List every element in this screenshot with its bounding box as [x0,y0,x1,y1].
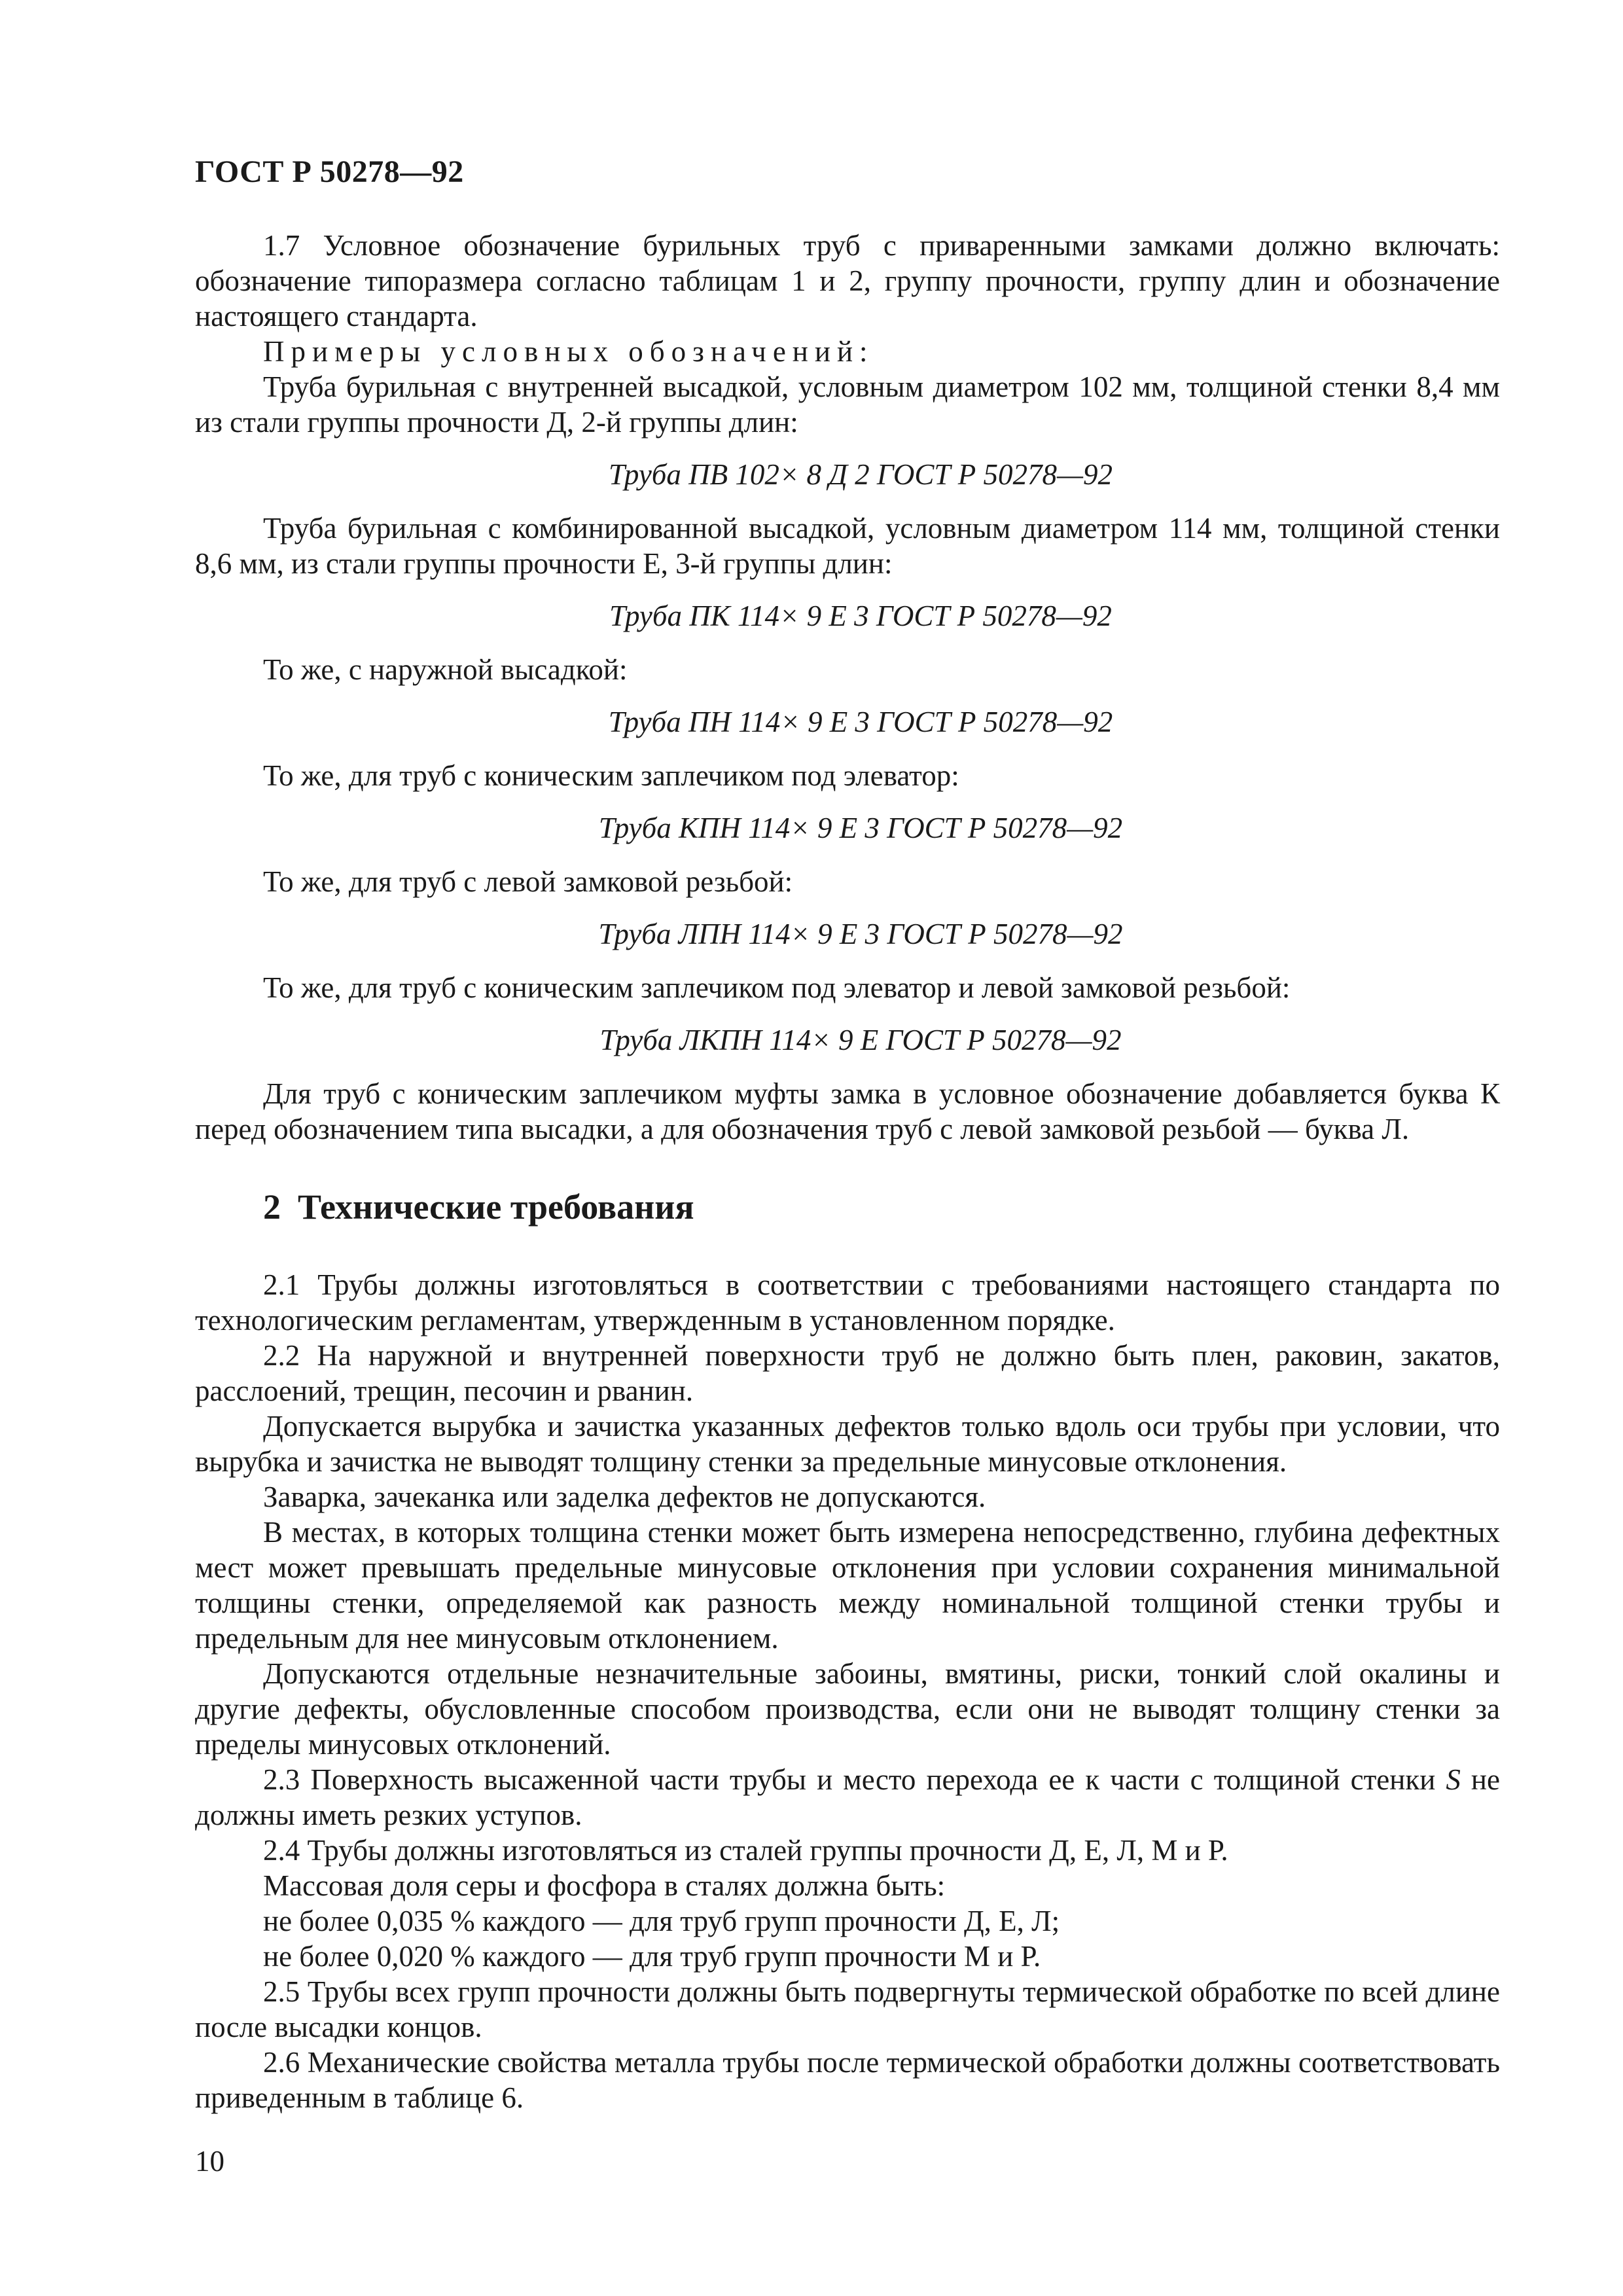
document-header-id: ГОСТ Р 50278—92 [195,154,464,189]
example-designation-2: Труба ПК 114× 9 Е 3 ГОСТ Р 50278—92 [609,600,1112,632]
example-description-3: То же, с наружной высадкой: [263,653,628,686]
paragraph-2-1: 2.1 Трубы должны изготовляться в соответствии с требованиями настоящего стандарта по технологическим регламентам, утвержденным в установленном порядке. [195,1268,1500,1336]
paragraph-2-5: 2.5 Трубы всех групп прочности должны быть подвергнуты термической обработке по всей длине после высадки концов. [195,1975,1500,2043]
example-designation-6: Труба ЛКПН 114× 9 Е ГОСТ Р 50278—92 [599,1024,1122,1056]
example-description-6: То же, для труб с коническим заплечиком под элеватор и левой замковой резьбой: [263,971,1291,1004]
paragraph-2-3 [195,1762,1500,1833]
paragraph-2-4-sulfur: Массовая доля серы и фосфора в сталях должна быть: [263,1869,946,1902]
example-designation-1: Труба ПВ 102× 8 Д 2 ГОСТ Р 50278—92 [609,458,1113,491]
example-designation-5: Труба ЛПН 114× 9 Е 3 ГОСТ Р 50278—92 [598,918,1123,950]
designation-note: Для труб с коническим заплечиком муфты замка в условное обозначение добавляется буква К перед обозначением типа высадки, а для обозначения труб с левой замковой резьбой — буква Л. [195,1077,1500,1145]
paragraph-2-2: 2.2 На наружной и внутренней поверхности труб не должно быть плен, раковин, закатов, расслоений, трещин, песочин и рванин. [195,1339,1500,1407]
document-body [195,228,1500,2115]
paragraph-2-3-text-a: 2.3 Поверхность высаженной части трубы и место перехода ее к части с толщиной стенки [263,1763,1446,1796]
section-2-heading [195,1187,1500,1227]
wall-thickness-symbol: S [1446,1763,1461,1796]
paragraph-2-4-limit-2: не более 0,020 % каждого — для труб групп прочности М и Р. [263,1940,1041,1973]
paragraph-2-4: 2.4 Трубы должны изготовляться из сталей группы прочности Д, Е, Л, М и Р. [263,1834,1228,1867]
paragraph-2-2-minor-defects: Допускаются отдельные незначительные забоины, вмятины, риски, тонкий слой окалины и другие дефекты, обусловленные способом производства, если они не выводят толщину стенки за пределы минусовых отклонений. [195,1657,1500,1761]
examples-heading: Примеры условных обозначений: [263,335,874,368]
example-description-1: Труба бурильная с внутренней высадкой, условным диаметром 102 мм, толщиной стенки 8,4 мм из стали группы прочности Д, 2-й группы длин: [195,370,1500,439]
paragraph-2-2-cleaning: Допускается вырубка и зачистка указанных дефектов только вдоль оси трубы при условии, что вырубка и зачистка не выводят толщину стенки за предельные минусовые отклонения. [195,1410,1500,1478]
section-2-number: 2 [263,1187,281,1227]
example-description-4: То же, для труб с коническим заплечиком под элеватор: [263,759,959,792]
example-description-2: Труба бурильная с комбинированной высадкой, условным диаметром 114 мм, толщиной стенки 8,6 мм, из стали группы прочности Е, 3-й группы длин: [195,512,1500,580]
example-description-5: То же, для труб с левой замковой резьбой: [263,865,793,898]
paragraph-2-4-limit-1: не более 0,035 % каждого — для труб групп прочности Д, Е, Л; [263,1905,1060,1937]
paragraph-2-6: 2.6 Механические свойства металла трубы после термической обработки должны соответствовать приведенным в таблице 6. [195,2046,1500,2114]
example-designation-4: Труба КПН 114× 9 Е 3 ГОСТ Р 50278—92 [598,812,1123,844]
paragraph-2-3-text-b: не должны иметь резких уступов. [195,1763,1500,1831]
paragraph-1-7: 1.7 Условное обозначение бурильных труб с приваренными замками должно включать: обозначение типоразмера согласно таблицам 1 и 2, группу прочности, группу длин и обозначение настоящего стандарта. [195,229,1500,332]
page-number: 10 [195,2145,224,2178]
example-designation-3: Труба ПН 114× 9 Е 3 ГОСТ Р 50278—92 [608,706,1113,738]
section-2-title: Технические требования [298,1187,694,1227]
paragraph-2-2-welding: Заварка, зачеканка или заделка дефектов не допускаются. [263,1480,986,1513]
paragraph-2-2-depth: В местах, в которых толщина стенки может быть измерена непосредственно, глубина дефектных мест может превышать предельные минусовые отклонения при условии сохранения минимальной толщины стенки, определяемой как разность между номинальной толщиной стенки трубы и предельным для нее минусовым отклонением. [195,1516,1500,1655]
